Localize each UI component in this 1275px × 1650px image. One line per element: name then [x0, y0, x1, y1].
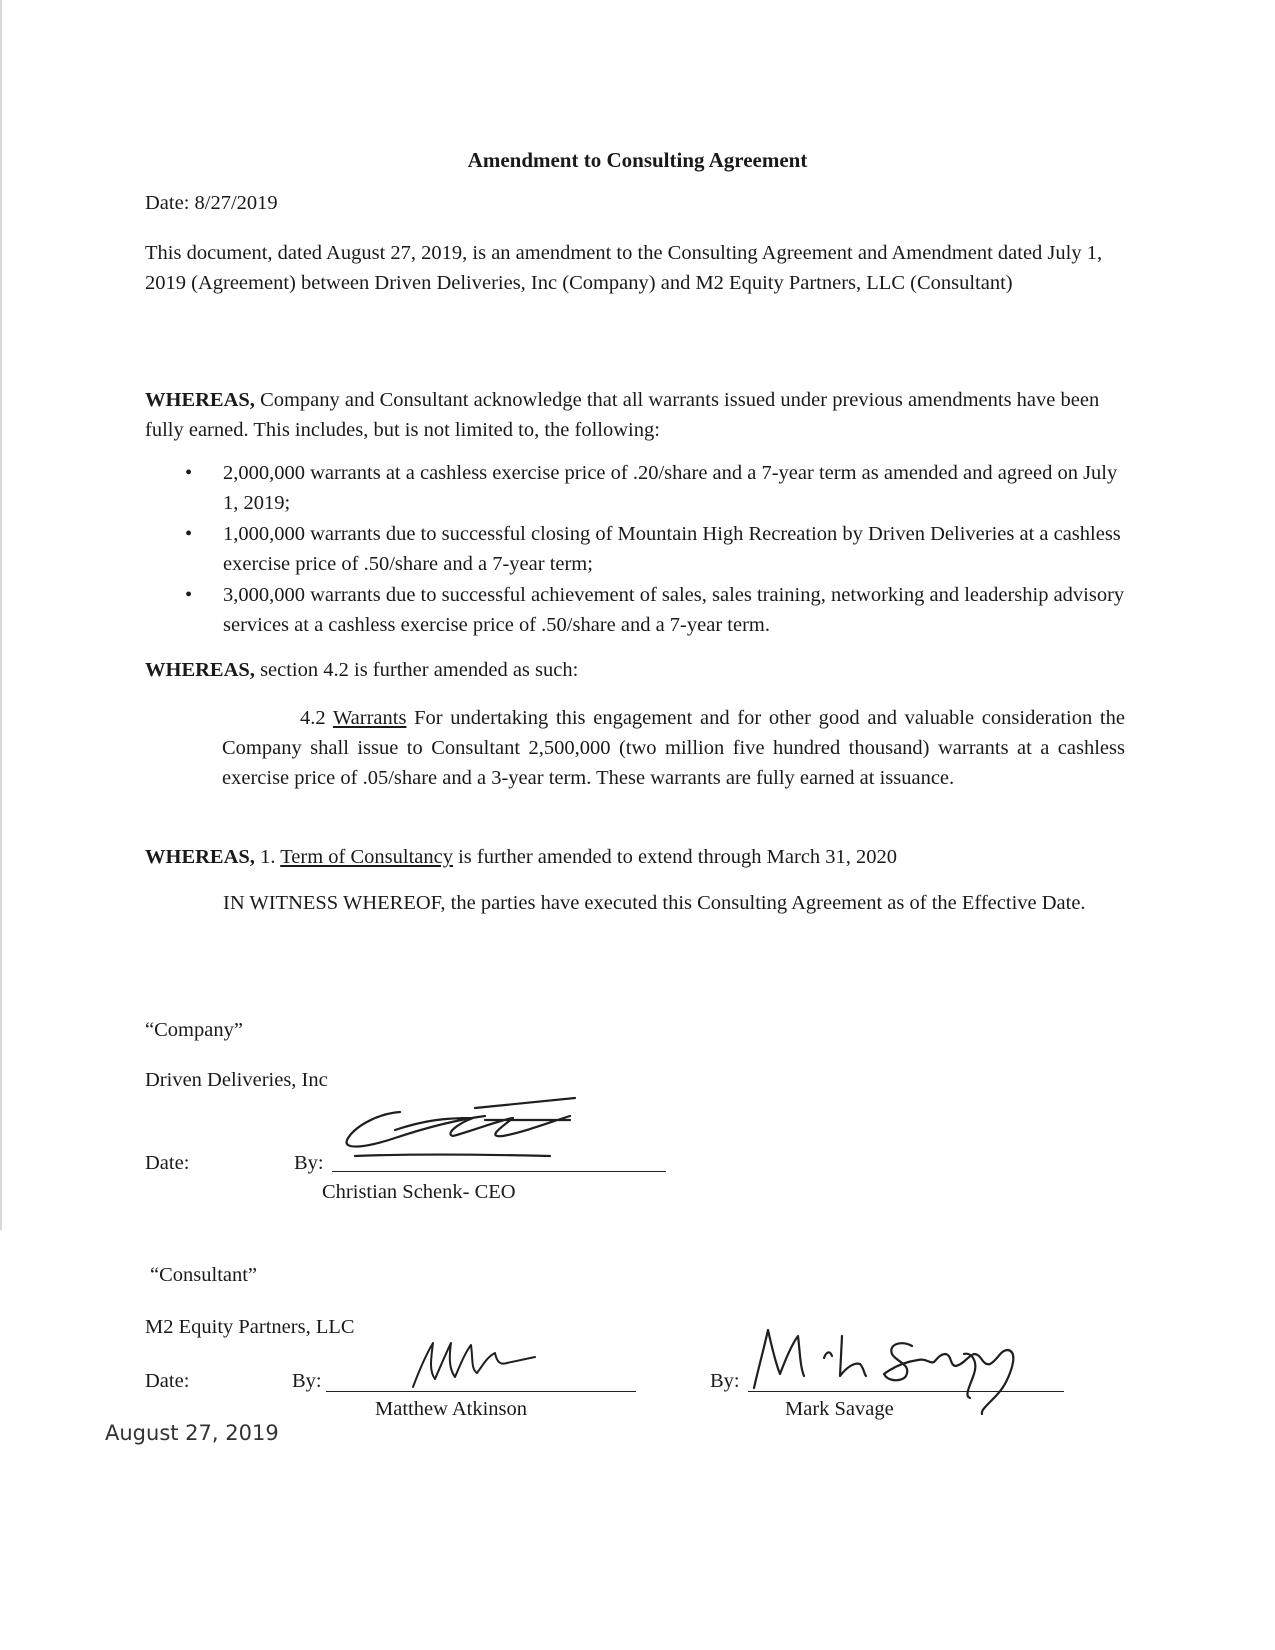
whereas-label: WHEREAS,: [145, 389, 255, 411]
warrant-list: [145, 458, 1125, 641]
list-item-text: 2,000,000 warrants at a cashless exercise price of .20/share and a 7-year term as amended and agreed on July 1, 2019;: [223, 462, 1118, 514]
list-item: [145, 580, 1125, 640]
clause-number: 1.: [254, 846, 281, 868]
bullet-icon: •: [185, 462, 193, 484]
section-text: For undertaking this engagement and for other good and valuable consideration the Company shall issue to Consultant 2,500,000 (two million five hundred thousand) warrants at a cashless exercise price of .05/share and a 3-year term. These warrants are fully earned at issuance.: [222, 707, 1125, 789]
company-signature: [335, 1090, 585, 1170]
whereas-text: section 4.2 is further amended as such:: [254, 659, 579, 681]
clause-text: is further amended to extend through March 31, 2020: [452, 846, 898, 868]
company-signature-line: [332, 1171, 666, 1172]
consultant-signature: [405, 1335, 545, 1395]
company-name: Driven Deliveries, Inc: [145, 1069, 328, 1091]
list-item: [145, 519, 1125, 579]
whereas-text: Company and Consultant acknowledge that all warrants issued under previous amendments have been fully earned. This includes, but is not limited to, the following:: [145, 389, 1100, 441]
section-number: 4.2: [300, 707, 333, 729]
list-item-text: 1,000,000 warrants due to successful closing of Mountain High Recreation by Driven Deliveries at a cashless exercise price of .50/share and a 7-year term;: [223, 523, 1121, 575]
section-heading: Warrants: [332, 707, 407, 729]
consultant-date-label: Date:: [145, 1370, 190, 1392]
document-title: Amendment to Consulting Agreement: [467, 148, 808, 172]
second-by-label: By:: [710, 1370, 740, 1392]
company-by-label: By:: [294, 1152, 324, 1174]
section-4-2-paragraph: [222, 703, 1125, 793]
consultant-name: M2 Equity Partners, LLC: [145, 1316, 355, 1338]
bullet-icon: •: [185, 584, 193, 606]
scan-edge: [0, 0, 2, 1230]
consultant-by-label: By:: [292, 1370, 322, 1392]
consultant-signer-name: Matthew Atkinson: [375, 1398, 528, 1420]
whereas-paragraph-3: [145, 842, 897, 872]
intro-paragraph: This document, dated August 27, 2019, is an amendment to the Consulting Agreement and Amendment dated July 1, 2019 (Agreement) between Driven Deliveries, Inc (Company) and M2 Equity Partners, LLC (Consultant): [145, 242, 1103, 294]
list-item: [145, 458, 1125, 518]
consultant-role-label: “Consultant”: [150, 1264, 258, 1286]
witness-text: IN WITNESS WHEREOF, the parties have executed this Consulting Agreement as of the Effective Date.: [223, 892, 1086, 914]
whereas-label: WHEREAS,: [145, 659, 255, 681]
date-line: Date: 8/27/2019: [145, 192, 278, 214]
witness-paragraph: [145, 888, 1125, 918]
bullet-icon: •: [185, 523, 193, 545]
list-item-text: 3,000,000 warrants due to successful achievement of sales, sales training, networking and leadership advisory services at a cashless exercise price of .50/share and a 7-year term.: [223, 584, 1125, 636]
whereas-paragraph-1: [145, 385, 1125, 445]
whereas-label: WHEREAS,: [145, 846, 255, 868]
company-date-label: Date:: [145, 1152, 190, 1174]
clause-heading: Term of Consultancy: [280, 846, 453, 868]
second-signer-name: Mark Savage: [785, 1398, 894, 1420]
whereas-paragraph-2: [145, 655, 578, 685]
company-signer-name: Christian Schenk- CEO: [322, 1181, 516, 1203]
date-stamp: August 27, 2019: [105, 1421, 279, 1445]
second-signature: [742, 1318, 1042, 1428]
company-role-label: “Company”: [145, 1019, 243, 1041]
